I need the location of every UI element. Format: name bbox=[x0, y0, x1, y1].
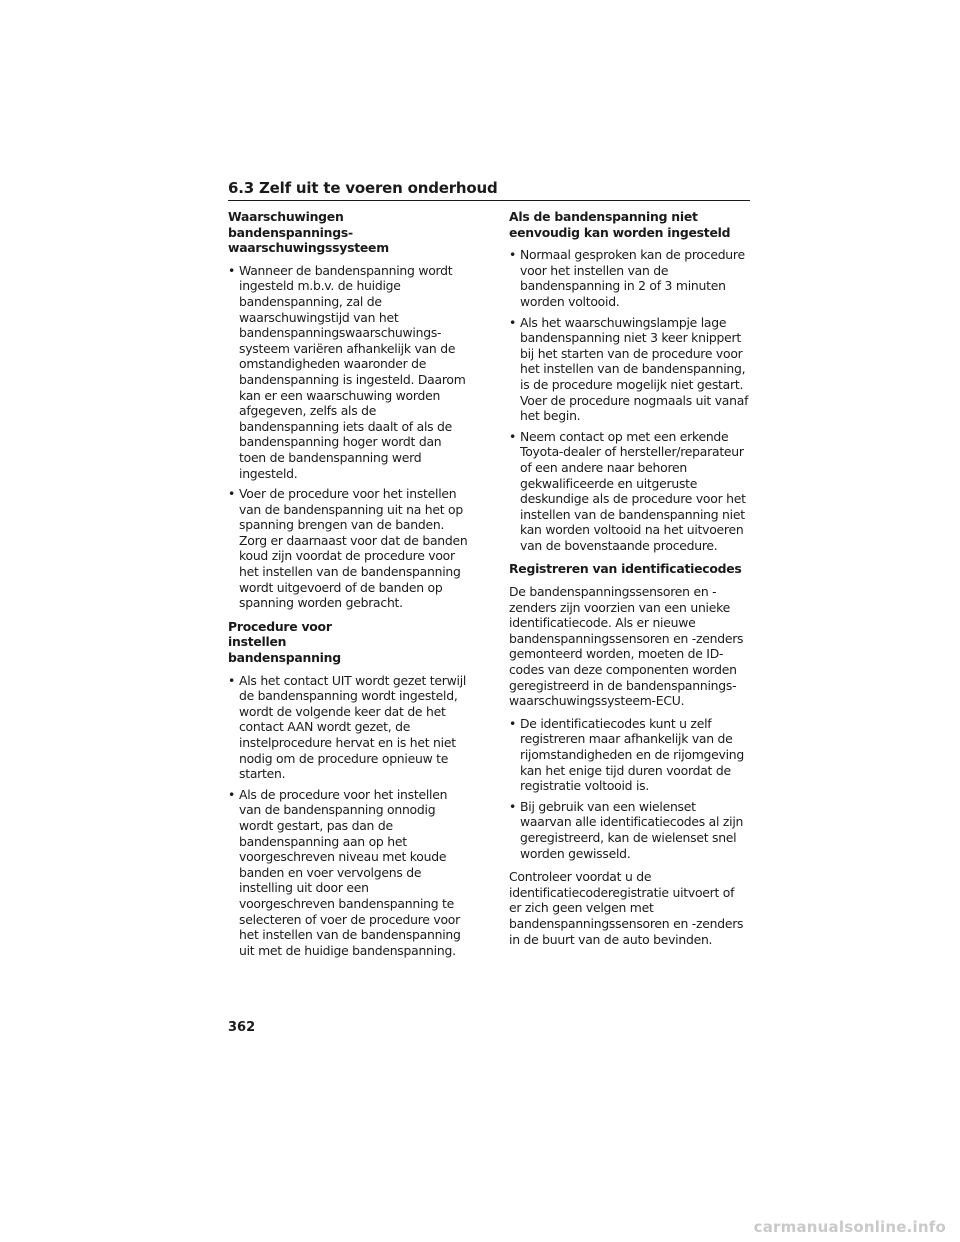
list-warnings bbox=[228, 263, 468, 611]
watermark: carmanualsonline.info bbox=[753, 1218, 946, 1236]
list-item: • Voer de procedure voor het instellen van de bandenspanning uit na het op spanning brengen van de banden. Zorg er daarnaast voor dat de banden koud zijn voordat de procedure voor het instellen van de bandenspanning wordt uitgevoerd of de banden op spanning worden gebracht. bbox=[228, 486, 468, 611]
list-not-easy bbox=[509, 247, 749, 553]
section-title: 6.3 Zelf uit te voeren onderhoud bbox=[228, 179, 498, 197]
id-codes-intro: De bandenspanningssensoren en -zenders zijn voorzien van een unieke identificatiecode. Als er nieuwe bandenspanningssensoren en -zenders gemonteerd worden, moeten de ID-codes van deze componenten worden geregistreerd in de bandenspannings-waarschuwingssysteem-ECU. bbox=[509, 584, 744, 709]
list-item: • Normaal gesproken kan de procedure voor het instellen van de bandenspanning in 2 of 3 minuten worden voltooid. bbox=[509, 247, 745, 309]
bullet-icon: • bbox=[509, 428, 517, 444]
list-item: • Als het contact UIT wordt gezet terwijl de bandenspanning wordt ingesteld, wordt de volgende keer dat de het contact AAN wordt gezet, de instelprocedure hervat en is het niet nodig om de procedure opnieuw te starten. bbox=[228, 672, 467, 782]
id-codes-outro: Controleer voordat u de identificatiecoderegistratie uitvoert of er zich geen velgen met bandenspanningssensoren en -zenders in de buurt van de auto bevinden. bbox=[509, 869, 744, 947]
bullet-icon: • bbox=[228, 786, 236, 802]
list-item: • Als de procedure voor het instellen van de bandenspanning onnodig wordt gestart, pas dan de bandenspanning aan op het voorgeschreven niveau met koude banden en voer vervolgens de instelling uit door een voorgeschreven bandenspanning te selecteren of voer de procedure voor het instellen van de bandenspanning uit met de huidige bandenspanning. bbox=[228, 786, 461, 958]
bullet-icon: • bbox=[509, 247, 517, 263]
bullet-icon: • bbox=[228, 262, 236, 278]
bullet-icon: • bbox=[228, 486, 236, 502]
list-procedure bbox=[228, 673, 468, 959]
heading-id-codes: Registreren van identificatiecodes bbox=[509, 561, 742, 577]
page-number: 362 bbox=[228, 1020, 256, 1035]
section-header bbox=[228, 178, 750, 201]
bullet-icon: • bbox=[228, 672, 236, 688]
right-column bbox=[509, 209, 749, 954]
list-item: • Als het waarschuwingslampje lage bandenspanning niet 3 keer knippert bij het starten van de procedure voor het instellen van de bandenspanning, is de procedure mogelijk niet gestart. Voer de procedure nogmaals uit vanaf het begin. bbox=[509, 314, 749, 424]
list-item: • Wanneer de bandenspanning wordt ingesteld m.b.v. de huidige bandenspanning, zal de waarschuwingstijd van het bandenspanningswaarschuwings-systeem variëren afhankelijk van de omstandigheden waaronder de bandenspanning is ingesteld. Daarom kan er een waarschuwing worden afgegeven, zelfs als de bandenspanning iets daalt of als de bandenspanning hoger wordt dan toen de bandenspanning werd ingesteld. bbox=[228, 262, 466, 481]
list-item: • Neem contact op met een erkende Toyota-dealer of hersteller/reparateur of een andere naar behoren gekwalificeerde en uitgeruste deskundige als de procedure voor het instellen van de bandenspanning niet kan worden voltooid na het uitvoeren van de bovenstaande procedure. bbox=[509, 428, 746, 553]
list-id-codes bbox=[509, 716, 749, 861]
bullet-icon: • bbox=[509, 314, 517, 330]
list-item: • Bij gebruik van een wielenset waarvan alle identificatiecodes al zijn geregistreerd, kan de wielenset snel worden gewisseld. bbox=[509, 798, 744, 861]
heading-not-easy: Als de bandenspanning niet eenvoudig kan worden ingesteld bbox=[509, 209, 731, 240]
left-column bbox=[228, 209, 468, 966]
list-item: • De identificatiecodes kunt u zelf registreren maar afhankelijk van de rijomstandigheden en de rijomgeving kan het enige tijd duren voordat de registratie voltooid is. bbox=[509, 715, 745, 794]
heading-procedure: Procedure voor instellen bandenspanning bbox=[228, 618, 341, 666]
bullet-icon: • bbox=[509, 798, 517, 814]
bullet-icon: • bbox=[509, 715, 517, 731]
heading-warnings: Waarschuwingen bandenspannings- waarschuwingssysteem bbox=[228, 209, 389, 256]
